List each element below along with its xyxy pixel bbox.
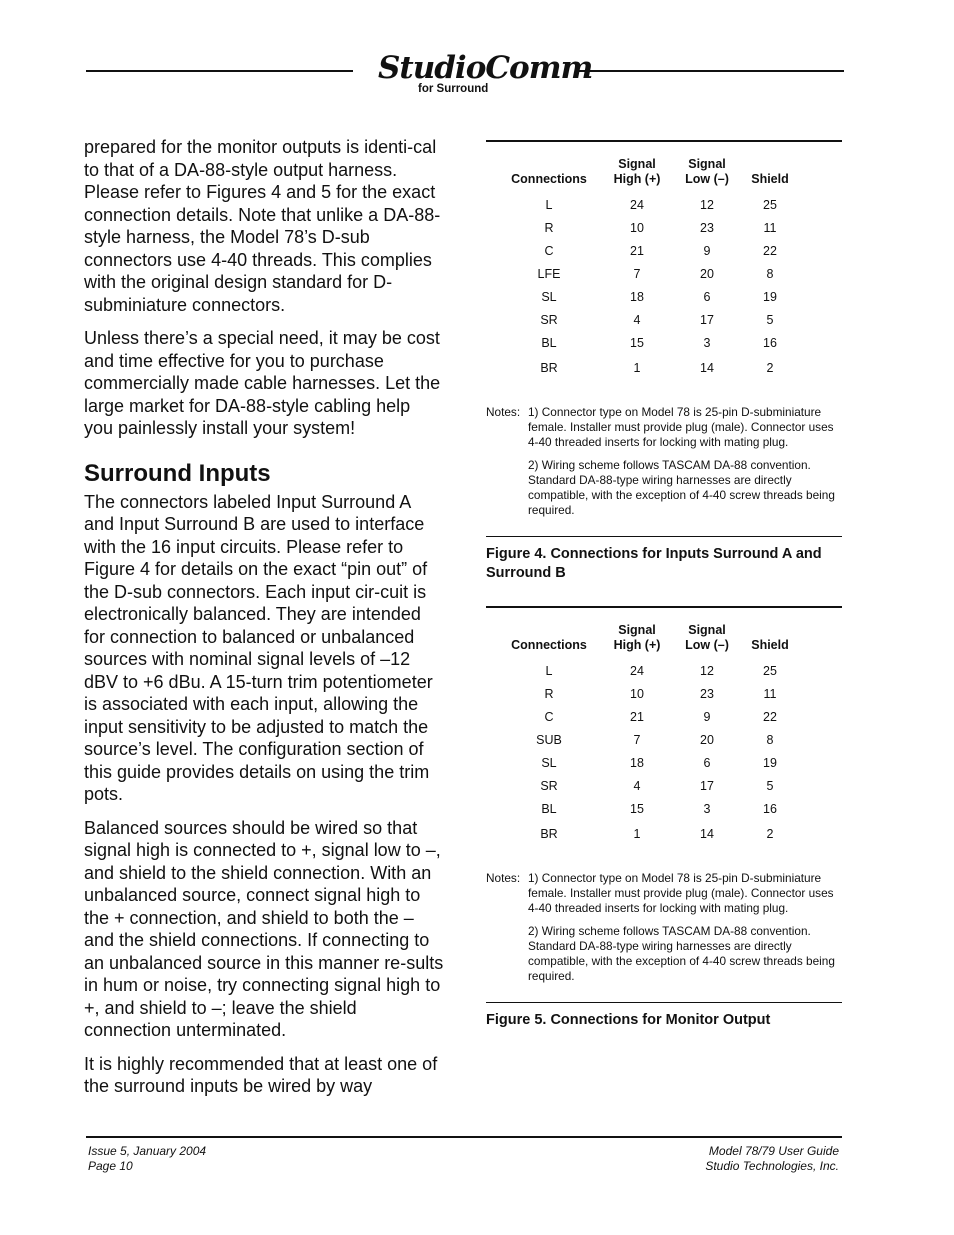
note-connector-type: 1) Connector type on Model 78 is 25-pin D-subminiature female. Installer must provide plug (male). Connector uses 4-40 threaded inserts for locking with mating plug. (528, 405, 834, 449)
cell-shield: 8 (766, 266, 774, 281)
figure-4-notes (486, 405, 842, 526)
paragraph-recommendation: It is highly recommended that at least one of the surround inputs be wired by way (84, 1053, 438, 1096)
col-header-shield: Shield (751, 172, 789, 186)
table-row (496, 705, 798, 728)
figure-5-top-rule (486, 606, 842, 608)
cell-signal-high: 15 (630, 801, 644, 816)
cell-connection: R (544, 220, 554, 235)
footer-guide-title: Model 78/79 User Guide (708, 1144, 839, 1158)
note-wiring-scheme: 2) Wiring scheme follows TASCAM DA-88 convention. Standard DA-88-type wiring harnesses are directly compatible, with the exception of 4-40 screw threads being required. (528, 924, 835, 983)
paragraph-surround-inputs: The connectors labeled Input Surround A and Input Surround B are used to interface with the 16 input circuits. Please refer to Figure 4 for details on the exact “pin out” of the D-sub connectors. Each input cir-cuit is electronically balanced. They are intended for connection to balanced or unbalanced sources with nominal signal levels of –12 dBV to +6 dBu. A 15-turn trim potentiometer is associated with each input, allowing the input sensitivity to be adjusted to match the source’s level. The configuration section of this guide provides details on using the trim pots. (84, 491, 433, 804)
cell-connection: BR (540, 360, 558, 375)
cell-signal-low: 14 (700, 360, 714, 375)
figure-5 (486, 606, 842, 1030)
logo-script-text: StudioComm (378, 50, 593, 86)
cell-signal-low: 17 (700, 312, 714, 327)
paragraph-monitor-outputs: prepared for the monitor outputs is identi-cal to that of a DA-88-style output harness. Please refer to Figures 4 and 5 for the exact connection details. Note that unlike a DA-88-style harness, the Model 78’s D-sub connectors use 4-40 threads. This complies with the original design standard for D-subminiature connectors. (84, 137, 441, 315)
cell-shield: 11 (763, 686, 777, 701)
cell-signal-low: 14 (700, 826, 714, 841)
cell-connection: SUB (536, 732, 562, 747)
cell-signal-high: 4 (633, 778, 641, 793)
table-header-row (496, 623, 798, 659)
cell-shield: 5 (766, 778, 774, 793)
footer-right (705, 1144, 839, 1174)
cell-signal-high: 10 (630, 220, 644, 235)
footer-issue: Issue 5, January 2004 (88, 1144, 207, 1158)
cell-signal-low: 9 (703, 243, 711, 258)
cell-connection: SL (541, 289, 557, 304)
cell-connection: R (544, 686, 554, 701)
cell-shield: 11 (763, 220, 777, 235)
figure-4-top-rule (486, 140, 842, 142)
cell-connection: C (544, 709, 554, 724)
cell-connection: BL (541, 801, 557, 816)
figure-4-caption: Figure 4. Connections for Inputs Surround A and Surround B (486, 546, 822, 581)
figure-5-pin-table (496, 623, 798, 847)
section-heading-surround-inputs: Surround Inputs (84, 459, 271, 487)
table-row (496, 262, 798, 285)
cell-shield: 25 (763, 663, 777, 678)
cell-signal-high: 1 (633, 360, 641, 375)
paragraph-balanced-sources: Balanced sources should be wired so that signal high is connected to +, signal low to –, and shield to the shield connection. With an unbalanced source, connect signal high to the + connection, and shield to both the – and the shield connections. If connecting to an unbalanced source in this manner re-sults in hum or noise, try connecting signal high to +, and shield to –; leave the shield connection unterminated. (84, 817, 444, 1040)
footer-left (88, 1144, 206, 1174)
cell-connection: BL (541, 335, 557, 350)
paragraph-cable-harnesses: Unless there’s a special need, it may be cost and time effective for you to purchase commercially made cable harnesses. Let the large market for DA-88-style cabling help you painlessly install your system! (84, 328, 441, 438)
table-row (496, 751, 798, 774)
cell-signal-low: 20 (700, 732, 714, 747)
cell-signal-high: 1 (633, 826, 641, 841)
cell-signal-high: 18 (630, 289, 644, 304)
notes-label: Notes: (486, 871, 521, 885)
cell-signal-high: 21 (630, 243, 644, 258)
cell-connection: C (544, 243, 554, 258)
cell-connection: BR (540, 826, 558, 841)
body-text-column (84, 136, 444, 1109)
table-row (496, 659, 798, 682)
col-header-connections: Connections (511, 172, 587, 186)
cell-signal-high: 15 (630, 335, 644, 350)
cell-signal-low: 20 (700, 266, 714, 281)
cell-shield: 2 (766, 360, 774, 375)
col-header-signal-high: Signal High (+) (613, 157, 661, 186)
cell-connection: LFE (537, 266, 561, 281)
table-row (496, 728, 798, 751)
cell-connection: SL (541, 755, 557, 770)
col-header-signal-low: Signal Low (–) (685, 157, 729, 186)
notes-label: Notes: (486, 405, 521, 419)
cell-signal-high: 7 (633, 732, 641, 747)
cell-signal-low: 3 (703, 801, 711, 816)
cell-shield: 19 (763, 755, 777, 770)
cell-shield: 25 (763, 197, 777, 212)
cell-shield: 22 (763, 243, 777, 258)
note-connector-type: 1) Connector type on Model 78 is 25-pin D-subminiature female. Installer must provide plug (male). Connector uses 4-40 threaded inserts for locking with mating plug. (528, 871, 834, 915)
figure-4 (486, 140, 842, 583)
table-row (496, 682, 798, 705)
cell-signal-high: 10 (630, 686, 644, 701)
cell-connection: L (545, 663, 553, 678)
cell-shield: 2 (766, 826, 774, 841)
cell-connection: SR (540, 778, 558, 793)
footer-company: Studio Technologies, Inc. (705, 1159, 839, 1173)
col-header-signal-high: Signal High (+) (613, 623, 661, 652)
cell-shield: 19 (763, 289, 777, 304)
cell-connection: SR (540, 312, 558, 327)
cell-shield: 16 (763, 801, 777, 816)
figure-5-bottom-rule (486, 1002, 842, 1003)
footer-page-number: Page 10 (88, 1159, 133, 1173)
cell-shield: 22 (763, 709, 777, 724)
cell-signal-low: 6 (703, 755, 711, 770)
figure-5-caption: Figure 5. Connections for Monitor Output (486, 1012, 771, 1028)
cell-connection: L (545, 197, 553, 212)
cell-signal-high: 7 (633, 266, 641, 281)
table-row (496, 308, 798, 331)
cell-signal-high: 4 (633, 312, 641, 327)
figure-5-notes (486, 871, 842, 992)
header-rule-left (86, 70, 353, 72)
table-row (496, 354, 798, 381)
table-row (496, 193, 798, 216)
col-header-connections: Connections (511, 638, 587, 652)
figure-4-pin-table (496, 157, 798, 381)
footer-rule (86, 1136, 842, 1138)
logo-subtitle: for Surround (418, 83, 489, 95)
cell-signal-high: 24 (630, 663, 644, 678)
cell-signal-low: 17 (700, 778, 714, 793)
cell-signal-low: 12 (700, 197, 714, 212)
table-row (496, 216, 798, 239)
cell-signal-low: 12 (700, 663, 714, 678)
cell-signal-high: 24 (630, 197, 644, 212)
cell-signal-low: 6 (703, 289, 711, 304)
cell-signal-high: 18 (630, 755, 644, 770)
cell-signal-low: 9 (703, 709, 711, 724)
table-row (496, 285, 798, 308)
cell-shield: 5 (766, 312, 774, 327)
table-row (496, 820, 798, 847)
table-row (496, 797, 798, 820)
table-row (496, 239, 798, 262)
col-header-shield: Shield (751, 638, 789, 652)
table-row (496, 331, 798, 354)
header-rule-right (578, 70, 844, 72)
cell-signal-low: 23 (700, 686, 714, 701)
note-wiring-scheme: 2) Wiring scheme follows TASCAM DA-88 convention. Standard DA-88-type wiring harnesses are directly compatible, with the exception of 4-40 screw threads being required. (528, 458, 835, 517)
studiocomm-logo (378, 50, 593, 98)
table-header-row (496, 157, 798, 193)
cell-signal-low: 3 (703, 335, 711, 350)
table-row (496, 774, 798, 797)
col-header-signal-low: Signal Low (–) (685, 623, 729, 652)
cell-shield: 8 (766, 732, 774, 747)
cell-signal-high: 21 (630, 709, 644, 724)
figure-4-bottom-rule (486, 536, 842, 537)
cell-shield: 16 (763, 335, 777, 350)
cell-signal-low: 23 (700, 220, 714, 235)
